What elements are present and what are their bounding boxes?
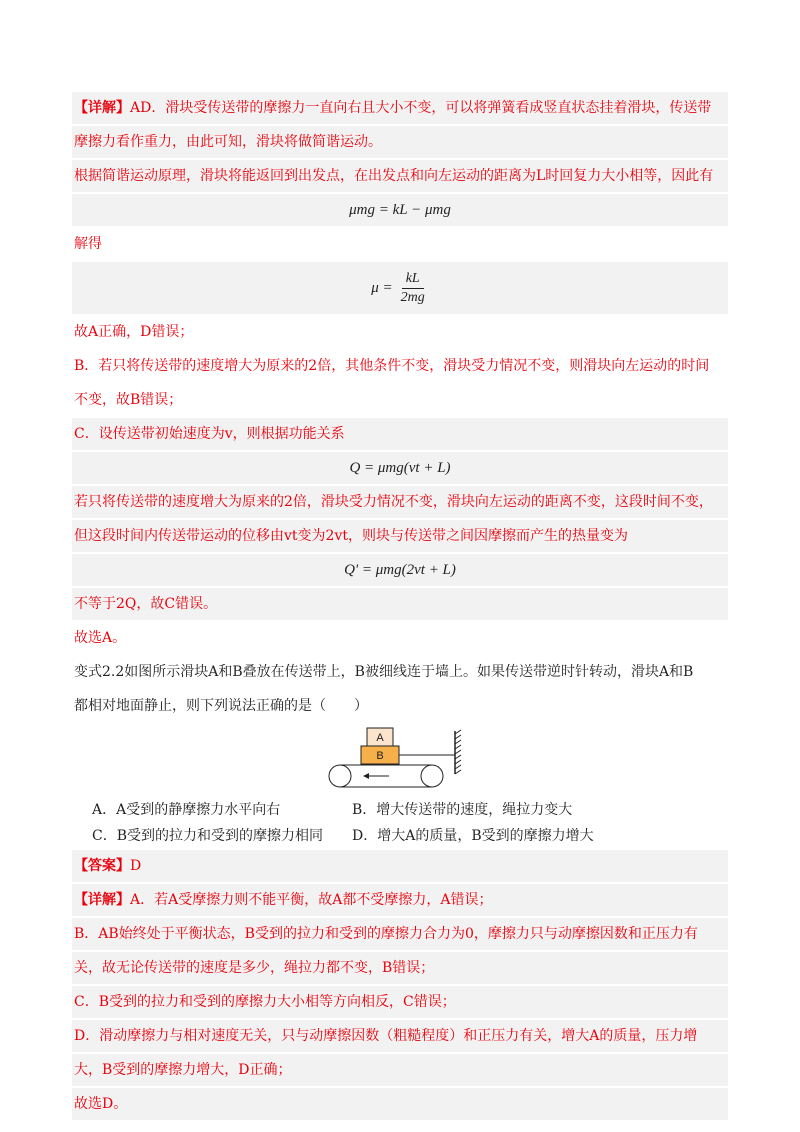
answer-value: D bbox=[130, 858, 142, 874]
equation-1: μmg = kL − μmg bbox=[72, 194, 728, 226]
document-page bbox=[72, 92, 728, 1122]
explanation-line: 摩擦力看作重力，由此可知，滑块将做简谐运动。 bbox=[72, 126, 728, 158]
explanation-line: 不等于2Q，故C错误。 bbox=[72, 588, 728, 620]
equation-2: Q = μmg(vt + L) bbox=[72, 452, 728, 484]
arrow-head-icon bbox=[363, 773, 369, 779]
explanation-text: AD．滑块受传送带的摩擦力一直向右且大小不变，可以将弹簧看成竖直状态挂着滑块，传送带 bbox=[130, 100, 712, 116]
solve-label: 解得 bbox=[74, 236, 102, 252]
explanation-line: 关，故无论传送带的速度是多少，绳拉力都不变，B错误； bbox=[72, 952, 728, 984]
explanation-tag: 【详解】 bbox=[74, 892, 130, 908]
answer-line bbox=[72, 850, 728, 882]
explanation-choice: 故选D。 bbox=[72, 1088, 728, 1120]
explanation-line bbox=[72, 884, 728, 916]
wall-hatch bbox=[455, 730, 461, 774]
conveyor-diagram bbox=[72, 726, 728, 796]
option-c[interactable]: C．B受到的拉力和受到的摩擦力相同 bbox=[92, 828, 323, 844]
explanation-line: 根据简谐运动原理，滑块将能返回到出发点，在出发点和向左运动的距离为L时回复力大小相等，因此有 bbox=[72, 160, 728, 192]
answer-options bbox=[72, 802, 728, 844]
question-line: 都相对地面静止，则下列说法正确的是（ ） bbox=[74, 698, 368, 714]
fraction-numerator: kL bbox=[402, 270, 424, 289]
explanation-text: A．若A受摩擦力则不能平衡，故A都不受摩擦力，A错误； bbox=[130, 892, 493, 908]
block-a-label: A bbox=[376, 732, 384, 744]
equation-3: Q' = μmg(2vt + L) bbox=[72, 554, 728, 586]
explanation-line: D．滑动摩擦力与相对速度无关，只与动摩擦因数（粗糙程度）和正压力有关，增大A的质量，压力增 bbox=[72, 1020, 728, 1052]
fraction-denominator: 2mg bbox=[400, 289, 425, 305]
explanation-line: 若只将传送带的速度增大为原来的2倍，滑块受力情况不变，滑块向左运动的距离不变，这段时间不变， bbox=[72, 486, 728, 518]
explanation-line bbox=[72, 92, 728, 124]
explanation-line: 大，B受到的摩擦力增大，D正确； bbox=[72, 1054, 728, 1086]
left-roller bbox=[329, 765, 351, 787]
explanation-line: 不变，故B错误； bbox=[74, 392, 183, 408]
option-a[interactable]: A．A受到的静摩擦力水平向右 bbox=[92, 802, 281, 818]
explanation-choice: 故选A。 bbox=[74, 630, 127, 646]
question-line: 变式2.2如图所示滑块A和B叠放在传送带上，B被细线连于墙上。如果传送带逆时针转动，滑块A和B bbox=[74, 664, 694, 680]
fraction-equation bbox=[72, 262, 728, 314]
answer-tag: 【答案】 bbox=[74, 858, 130, 874]
explanation-line: B．若只将传送带的速度增大为原来的2倍，其他条件不变，滑块受力情况不变，则滑块向左运动的时间 bbox=[74, 358, 710, 374]
block-b-label: B bbox=[376, 750, 384, 762]
fraction bbox=[397, 270, 429, 307]
explanation-tag: 【详解】 bbox=[74, 100, 130, 116]
option-d[interactable]: D．增大A的质量，B受到的摩擦力增大 bbox=[352, 828, 594, 844]
explanation-line: C．B受到的拉力和受到的摩擦力大小相等方向相反，C错误； bbox=[72, 986, 728, 1018]
fraction-lhs: μ = bbox=[371, 279, 393, 296]
right-roller bbox=[421, 765, 443, 787]
explanation-line: 但这段时间内传送带运动的位移由vt变为2vt，则块与传送带之间因摩擦而产生的热量变为 bbox=[72, 520, 728, 552]
explanation-line: 故A正确，D错误； bbox=[74, 324, 194, 340]
explanation-line: B．AB始终处于平衡状态，B受到的拉力和受到的摩擦力合力为0，摩擦力只与动摩擦因数和正压力有 bbox=[72, 918, 728, 950]
explanation-line: C．设传送带初始速度为v，则根据功能关系 bbox=[72, 418, 728, 450]
conveyor-figure bbox=[325, 726, 475, 796]
option-b[interactable]: B．增大传送带的速度，绳拉力变大 bbox=[352, 802, 573, 818]
